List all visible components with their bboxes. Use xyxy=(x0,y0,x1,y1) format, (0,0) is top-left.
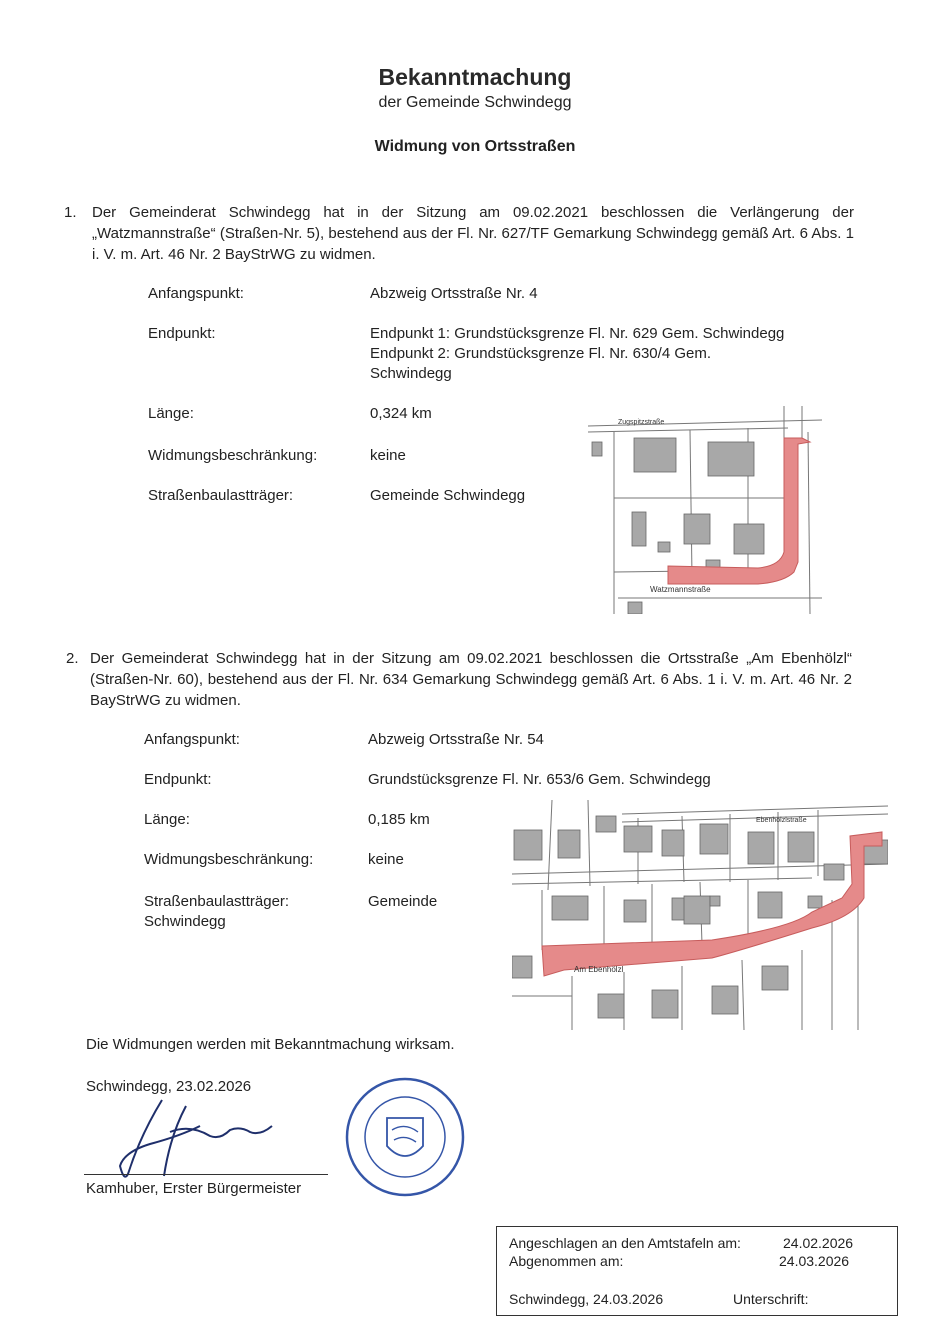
posted-label: Angeschlagen an den Amtstafeln am: xyxy=(509,1235,741,1251)
posting-box xyxy=(496,1226,898,1316)
map-1-street-label: Watzmannstraße xyxy=(650,585,711,594)
item-1-authority-value: Gemeinde Schwindegg xyxy=(370,487,526,504)
map-2-street-label: Am Ebenhölzl xyxy=(574,965,624,974)
item-2-length-label: Länge: xyxy=(144,811,190,828)
posting-place-date: Schwindegg, 24.03.2026 xyxy=(509,1291,664,1307)
item-1-restriction-label: Widmungsbeschränkung: xyxy=(148,447,318,464)
item-2-length-value: 0,185 km xyxy=(368,811,430,828)
signature-line xyxy=(84,1174,328,1175)
item-1-start-label: Anfangspunkt: xyxy=(148,285,244,302)
item-2-text: Der Gemeinderat Schwindegg hat in der Sitzung am 09.02.2021 beschlossen die Ortsstraße „Am Ebenhölzl“ (Straßen-Nr. 60), bestehend aus der Fl. Nr. 634 Gemarkung Schwindegg gemäß Art. 6 Abs. 1 i. V. m. Art. 46 Nr. 2 BayStrWG zu widmen. xyxy=(90,650,852,709)
item-2-end-label: Endpunkt: xyxy=(144,771,212,788)
posting-signature-label: Unterschrift: xyxy=(733,1291,809,1307)
item-1-end-value: Endpunkt 1: Grundstücksgrenze Fl. Nr. 629 Gem. Schwindegg Endpunkt 2: Grundstücksgrenze Fl. Nr. 630/4 Gem. Schwindegg xyxy=(370,325,785,382)
item-2-restriction-value: keine xyxy=(368,851,404,868)
document-subtitle: der Gemeinde Schwindegg xyxy=(378,94,572,111)
item-2-authority-label: Straßenbaulastträger: Schwindegg xyxy=(144,893,290,930)
site-map-2 xyxy=(512,800,888,1030)
handwritten-signature xyxy=(100,1096,280,1186)
posted-date: 24.02.2026 xyxy=(783,1235,854,1251)
signer-name: Kamhuber, Erster Bürgermeister xyxy=(86,1180,302,1197)
site-map-1 xyxy=(588,402,822,614)
item-1-restriction-value: keine xyxy=(370,447,406,464)
item-2-number: 2. xyxy=(66,650,79,667)
removed-label: Abgenommen am: xyxy=(509,1253,624,1269)
effective-note: Die Widmungen werden mit Bekanntmachung wirksam. xyxy=(86,1036,455,1053)
item-2-end-value: Grundstücksgrenze Fl. Nr. 653/6 Gem. Schwindegg xyxy=(368,771,711,788)
item-1-number: 1. xyxy=(64,204,77,221)
item-2-start-value: Abzweig Ortsstraße Nr. 54 xyxy=(368,731,544,748)
item-2-start-label: Anfangspunkt: xyxy=(144,731,240,748)
map-2-top-street: Ebenhölzlstraße xyxy=(756,817,807,824)
item-1-length-value: 0,324 km xyxy=(370,405,432,422)
removed-date: 24.03.2026 xyxy=(779,1253,850,1269)
item-1-text: Der Gemeinderat Schwindegg hat in der Sitzung am 09.02.2021 beschlossen die Verlängerung der „Watzmannstraße“ (Straßen-Nr. 5), bestehend aus der Fl. Nr. 627/TF Gemarkung Schwindegg gemäß Art. 6 Abs. 1 i. V. m. Art. 46 Nr. 2 BayStrWG zu widmen. xyxy=(92,204,854,263)
signature-place-date: Schwindegg, 23.02.2026 xyxy=(86,1078,252,1095)
item-2-authority-value: Gemeinde xyxy=(368,893,438,910)
item-1-start-value: Abzweig Ortsstraße Nr. 4 xyxy=(370,285,538,302)
item-1-length-label: Länge: xyxy=(148,405,194,422)
item-1-authority-label: Straßenbaulastträger: xyxy=(148,487,294,504)
item-1-end-label: Endpunkt: xyxy=(148,325,216,342)
document-title: Bekanntmachung xyxy=(378,64,572,90)
official-seal-stamp xyxy=(342,1074,468,1200)
map-1-top-street: Zugspitzstraße xyxy=(618,419,665,426)
item-2-restriction-label: Widmungsbeschränkung: xyxy=(144,851,314,868)
document-heading: Widmung von Ortsstraßen xyxy=(374,138,576,155)
